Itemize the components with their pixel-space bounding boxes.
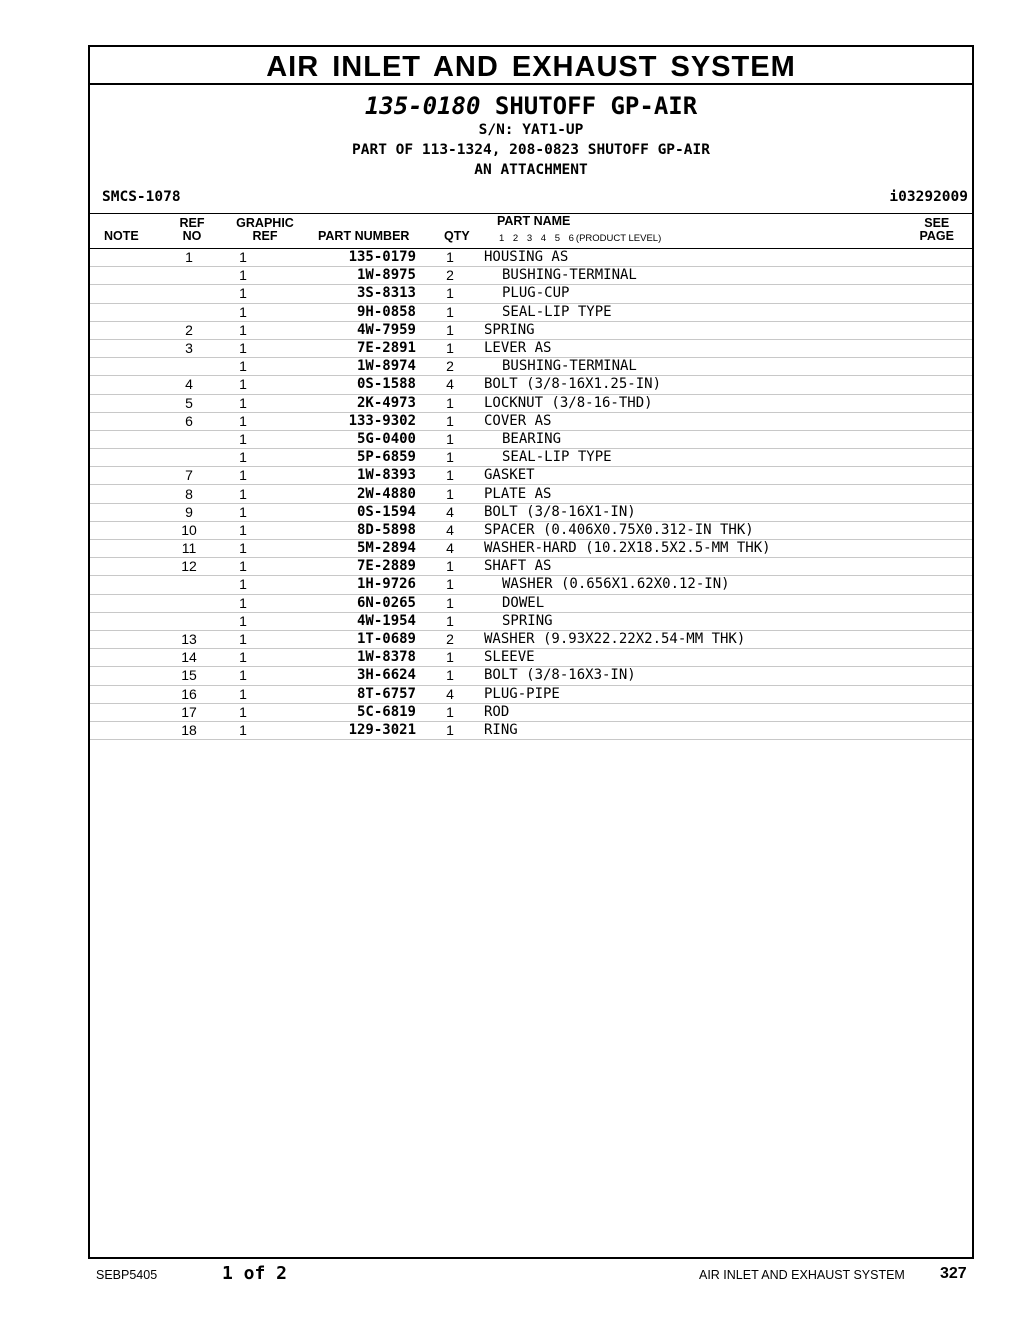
note-cell	[90, 576, 168, 594]
part-name-cell: WASHER (0.656X1.62X0.12-IN)	[484, 576, 922, 594]
note-cell	[90, 667, 168, 685]
part-number-cell: 5C-6819	[276, 703, 416, 721]
see-page-cell	[922, 394, 972, 412]
note-cell	[90, 249, 168, 267]
part-number-cell: 2K-4973	[276, 394, 416, 412]
system-title: AIR INLET AND EXHAUST SYSTEM	[90, 47, 972, 85]
see-page-cell	[922, 303, 972, 321]
part-number-cell: 133-9302	[276, 412, 416, 430]
graphic-ref-cell: 1	[210, 594, 276, 612]
see-page-cell	[922, 249, 972, 267]
qty-cell: 1	[416, 467, 484, 485]
group-header	[90, 85, 972, 214]
part-number-cell: 8T-6757	[276, 685, 416, 703]
qty-cell: 1	[416, 576, 484, 594]
note-cell	[90, 703, 168, 721]
illustration-id: i03292009	[889, 189, 968, 205]
see-page-cell	[922, 503, 972, 521]
ref-no-cell: 18	[168, 721, 210, 739]
ref-no-cell: 6	[168, 412, 210, 430]
part-number-cell: 9H-0858	[276, 303, 416, 321]
see-page-cell	[922, 667, 972, 685]
ref-no-cell: 2	[168, 321, 210, 339]
note-cell	[90, 430, 168, 448]
part-number-cell: 1W-8975	[276, 267, 416, 285]
table-row	[90, 612, 972, 630]
qty-cell: 1	[416, 649, 484, 667]
ref-no-cell	[168, 267, 210, 285]
col-graphic-bottom: REF	[252, 229, 278, 243]
qty-cell: 4	[416, 376, 484, 394]
qty-cell: 1	[416, 703, 484, 721]
product-level-label: (PRODUCT LEVEL)	[575, 233, 662, 244]
graphic-ref-cell: 1	[210, 558, 276, 576]
table-row	[90, 285, 972, 303]
qty-cell: 1	[416, 249, 484, 267]
ref-no-cell: 3	[168, 339, 210, 357]
note-cell	[90, 721, 168, 739]
note-cell	[90, 649, 168, 667]
note-cell	[90, 339, 168, 357]
qty-cell: 1	[416, 558, 484, 576]
part-name-cell: LOCKNUT (3/8-16-THD)	[484, 394, 922, 412]
part-name-cell: RING	[484, 721, 922, 739]
ref-no-cell: 10	[168, 521, 210, 539]
group-name: SHUTOFF GP-AIR	[494, 92, 698, 120]
see-page-cell	[922, 449, 972, 467]
see-page-cell	[922, 540, 972, 558]
group-number: 135-0180	[364, 92, 481, 120]
table-row	[90, 412, 972, 430]
part-name-cell: WASHER (9.93X22.22X2.54-MM THK)	[484, 630, 922, 648]
part-number-cell: 1W-8378	[276, 649, 416, 667]
qty-cell: 1	[416, 449, 484, 467]
graphic-ref-cell: 1	[210, 703, 276, 721]
part-name-cell: HOUSING AS	[484, 249, 922, 267]
page-frame	[88, 45, 974, 1259]
col-note: NOTE	[104, 229, 139, 243]
part-name-cell: SEAL-LIP TYPE	[484, 449, 922, 467]
qty-cell: 1	[416, 394, 484, 412]
col-graphic-ref	[230, 217, 300, 243]
graphic-ref-cell: 1	[210, 667, 276, 685]
ref-no-cell: 4	[168, 376, 210, 394]
graphic-ref-cell: 1	[210, 267, 276, 285]
graphic-ref-cell: 1	[210, 376, 276, 394]
table-row	[90, 594, 972, 612]
part-number-cell: 1W-8393	[276, 467, 416, 485]
table-row	[90, 540, 972, 558]
qty-cell: 1	[416, 285, 484, 303]
part-number-cell: 135-0179	[276, 249, 416, 267]
ref-no-cell	[168, 285, 210, 303]
qty-cell: 4	[416, 685, 484, 703]
note-cell	[90, 558, 168, 576]
col-see-top: SEE	[924, 216, 950, 230]
ref-no-cell	[168, 358, 210, 376]
note-cell	[90, 467, 168, 485]
ref-no-cell: 7	[168, 467, 210, 485]
ref-no-cell	[168, 576, 210, 594]
note-cell	[90, 540, 168, 558]
part-number-cell: 7E-2889	[276, 558, 416, 576]
qty-cell: 1	[416, 412, 484, 430]
ref-no-cell	[168, 612, 210, 630]
table-row	[90, 558, 972, 576]
table-row	[90, 376, 972, 394]
qty-cell: 2	[416, 630, 484, 648]
ref-no-cell	[168, 449, 210, 467]
note-cell	[90, 358, 168, 376]
part-number-cell: 6N-0265	[276, 594, 416, 612]
part-name-cell: SPRING	[484, 612, 922, 630]
ref-no-cell	[168, 594, 210, 612]
note-cell	[90, 285, 168, 303]
see-page-cell	[922, 685, 972, 703]
part-name-cell: BOLT (3/8-16X1.25-IN)	[484, 376, 922, 394]
table-row	[90, 449, 972, 467]
part-number-cell: 0S-1588	[276, 376, 416, 394]
graphic-ref-cell: 1	[210, 467, 276, 485]
qty-cell: 2	[416, 267, 484, 285]
col-see-page	[920, 217, 955, 243]
note-cell	[90, 685, 168, 703]
part-name-cell: BOLT (3/8-16X3-IN)	[484, 667, 922, 685]
graphic-ref-cell: 1	[210, 649, 276, 667]
part-number-cell: 2W-4880	[276, 485, 416, 503]
graphic-ref-cell: 1	[210, 339, 276, 357]
graphic-ref-cell: 1	[210, 540, 276, 558]
note-cell	[90, 267, 168, 285]
part-number-cell: 3S-8313	[276, 285, 416, 303]
part-number-cell: 7E-2891	[276, 339, 416, 357]
part-name-cell: DOWEL	[484, 594, 922, 612]
see-page-cell	[922, 430, 972, 448]
part-number-cell: 1T-0689	[276, 630, 416, 648]
note-cell	[90, 612, 168, 630]
table-row	[90, 649, 972, 667]
note-cell	[90, 521, 168, 539]
qty-cell: 1	[416, 430, 484, 448]
graphic-ref-cell: 1	[210, 430, 276, 448]
note-cell	[90, 412, 168, 430]
col-see-bottom: PAGE	[919, 229, 954, 243]
table-row	[90, 430, 972, 448]
graphic-ref-cell: 1	[210, 449, 276, 467]
ref-no-cell: 11	[168, 540, 210, 558]
table-row	[90, 703, 972, 721]
col-ref-top: REF	[179, 216, 205, 230]
table-row	[90, 394, 972, 412]
note-cell	[90, 630, 168, 648]
see-page-cell	[922, 467, 972, 485]
table-row	[90, 667, 972, 685]
col-qty: QTY	[444, 229, 470, 243]
graphic-ref-cell: 1	[210, 321, 276, 339]
qty-cell: 1	[416, 667, 484, 685]
ref-no-cell: 12	[168, 558, 210, 576]
table-row	[90, 503, 972, 521]
note-cell	[90, 449, 168, 467]
part-name-cell: PLUG-PIPE	[484, 685, 922, 703]
graphic-ref-cell: 1	[210, 630, 276, 648]
part-name-cell: PLUG-CUP	[484, 285, 922, 303]
graphic-ref-cell: 1	[210, 285, 276, 303]
footer-system-name: AIR INLET AND EXHAUST SYSTEM	[699, 1268, 905, 1282]
graphic-ref-cell: 1	[210, 303, 276, 321]
part-name-cell: SEAL-LIP TYPE	[484, 303, 922, 321]
see-page-cell	[922, 630, 972, 648]
graphic-ref-cell: 1	[210, 612, 276, 630]
table-row	[90, 721, 972, 739]
footer-page-of: 1 of 2	[222, 1263, 288, 1284]
smcs-code: SMCS-1078	[102, 189, 181, 205]
col-part-name: PART NAME	[497, 214, 571, 228]
table-row	[90, 576, 972, 594]
part-number-cell: 1H-9726	[276, 576, 416, 594]
part-number-cell: 1W-8974	[276, 358, 416, 376]
serial-number: S/N: YAT1-UP	[478, 122, 584, 138]
see-page-cell	[922, 521, 972, 539]
col-product-level	[499, 232, 661, 245]
table-row	[90, 267, 972, 285]
note-cell	[90, 303, 168, 321]
part-name-cell: COVER AS	[484, 412, 922, 430]
note-cell	[90, 394, 168, 412]
col-part-number: PART NUMBER	[318, 229, 410, 243]
table-row	[90, 303, 972, 321]
parts-table	[90, 249, 972, 740]
part-name-cell: BEARING	[484, 430, 922, 448]
col-graphic-top: GRAPHIC	[236, 216, 294, 230]
graphic-ref-cell: 1	[210, 503, 276, 521]
qty-cell: 1	[416, 612, 484, 630]
table-row	[90, 685, 972, 703]
graphic-ref-cell: 1	[210, 412, 276, 430]
part-name-cell: BUSHING-TERMINAL	[484, 358, 922, 376]
table-row	[90, 339, 972, 357]
part-name-cell: SPACER (0.406X0.75X0.312-IN THK)	[484, 521, 922, 539]
see-page-cell	[922, 376, 972, 394]
note-cell	[90, 321, 168, 339]
footer-doc-number: SEBP5405	[96, 1268, 158, 1282]
footer-page-number: 327	[940, 1265, 967, 1282]
graphic-ref-cell: 1	[210, 358, 276, 376]
ref-no-cell: 13	[168, 630, 210, 648]
see-page-cell	[922, 285, 972, 303]
table-row	[90, 358, 972, 376]
ref-no-cell: 14	[168, 649, 210, 667]
part-number-cell: 5G-0400	[276, 430, 416, 448]
part-number-cell: 5M-2894	[276, 540, 416, 558]
col-ref-no	[178, 217, 206, 243]
parts-table-body	[90, 249, 972, 740]
part-number-cell: 8D-5898	[276, 521, 416, 539]
part-number-cell: 0S-1594	[276, 503, 416, 521]
see-page-cell	[922, 576, 972, 594]
col-ref-bottom: NO	[182, 229, 202, 243]
see-page-cell	[922, 485, 972, 503]
table-row	[90, 467, 972, 485]
part-name-cell: LEVER AS	[484, 339, 922, 357]
ref-no-cell: 9	[168, 503, 210, 521]
qty-cell: 1	[416, 303, 484, 321]
part-number-cell: 4W-7959	[276, 321, 416, 339]
qty-cell: 4	[416, 521, 484, 539]
part-name-cell: ROD	[484, 703, 922, 721]
part-name-cell: WASHER-HARD (10.2X18.5X2.5-MM THK)	[484, 540, 922, 558]
see-page-cell	[922, 339, 972, 357]
attachment-label: AN ATTACHMENT	[474, 162, 588, 178]
level-numbers: 1 2 3 4 5 6	[499, 233, 574, 244]
part-of: PART OF 113-1324, 208-0823 SHUTOFF GP-AIR	[352, 142, 710, 158]
part-name-cell: BOLT (3/8-16X1-IN)	[484, 503, 922, 521]
graphic-ref-cell: 1	[210, 576, 276, 594]
part-number-cell: 3H-6624	[276, 667, 416, 685]
note-cell	[90, 376, 168, 394]
part-name-cell: GASKET	[484, 467, 922, 485]
graphic-ref-cell: 1	[210, 249, 276, 267]
part-name-cell: BUSHING-TERMINAL	[484, 267, 922, 285]
table-row	[90, 249, 972, 267]
note-cell	[90, 485, 168, 503]
qty-cell: 4	[416, 503, 484, 521]
see-page-cell	[922, 358, 972, 376]
see-page-cell	[922, 649, 972, 667]
see-page-cell	[922, 412, 972, 430]
qty-cell: 1	[416, 594, 484, 612]
ref-no-cell	[168, 430, 210, 448]
part-number-cell: 4W-1954	[276, 612, 416, 630]
ref-no-cell: 17	[168, 703, 210, 721]
table-row	[90, 321, 972, 339]
see-page-cell	[922, 321, 972, 339]
table-row	[90, 485, 972, 503]
group-title	[90, 91, 972, 121]
note-cell	[90, 594, 168, 612]
graphic-ref-cell: 1	[210, 685, 276, 703]
part-name-cell: SHAFT AS	[484, 558, 922, 576]
part-number-cell: 5P-6859	[276, 449, 416, 467]
graphic-ref-cell: 1	[210, 394, 276, 412]
see-page-cell	[922, 612, 972, 630]
part-number-cell: 129-3021	[276, 721, 416, 739]
qty-cell: 1	[416, 485, 484, 503]
qty-cell: 1	[416, 721, 484, 739]
ref-no-cell: 1	[168, 249, 210, 267]
graphic-ref-cell: 1	[210, 485, 276, 503]
ref-no-cell: 5	[168, 394, 210, 412]
part-name-cell: PLATE AS	[484, 485, 922, 503]
graphic-ref-cell: 1	[210, 521, 276, 539]
qty-cell: 1	[416, 321, 484, 339]
part-name-cell: SLEEVE	[484, 649, 922, 667]
ref-no-cell	[168, 303, 210, 321]
table-row	[90, 521, 972, 539]
ref-no-cell: 15	[168, 667, 210, 685]
column-headers	[90, 214, 972, 249]
see-page-cell	[922, 721, 972, 739]
ref-no-cell: 16	[168, 685, 210, 703]
qty-cell: 4	[416, 540, 484, 558]
qty-cell: 1	[416, 339, 484, 357]
table-row	[90, 630, 972, 648]
note-cell	[90, 503, 168, 521]
see-page-cell	[922, 267, 972, 285]
qty-cell: 2	[416, 358, 484, 376]
see-page-cell	[922, 703, 972, 721]
ref-no-cell: 8	[168, 485, 210, 503]
see-page-cell	[922, 558, 972, 576]
see-page-cell	[922, 594, 972, 612]
graphic-ref-cell: 1	[210, 721, 276, 739]
part-name-cell: SPRING	[484, 321, 922, 339]
